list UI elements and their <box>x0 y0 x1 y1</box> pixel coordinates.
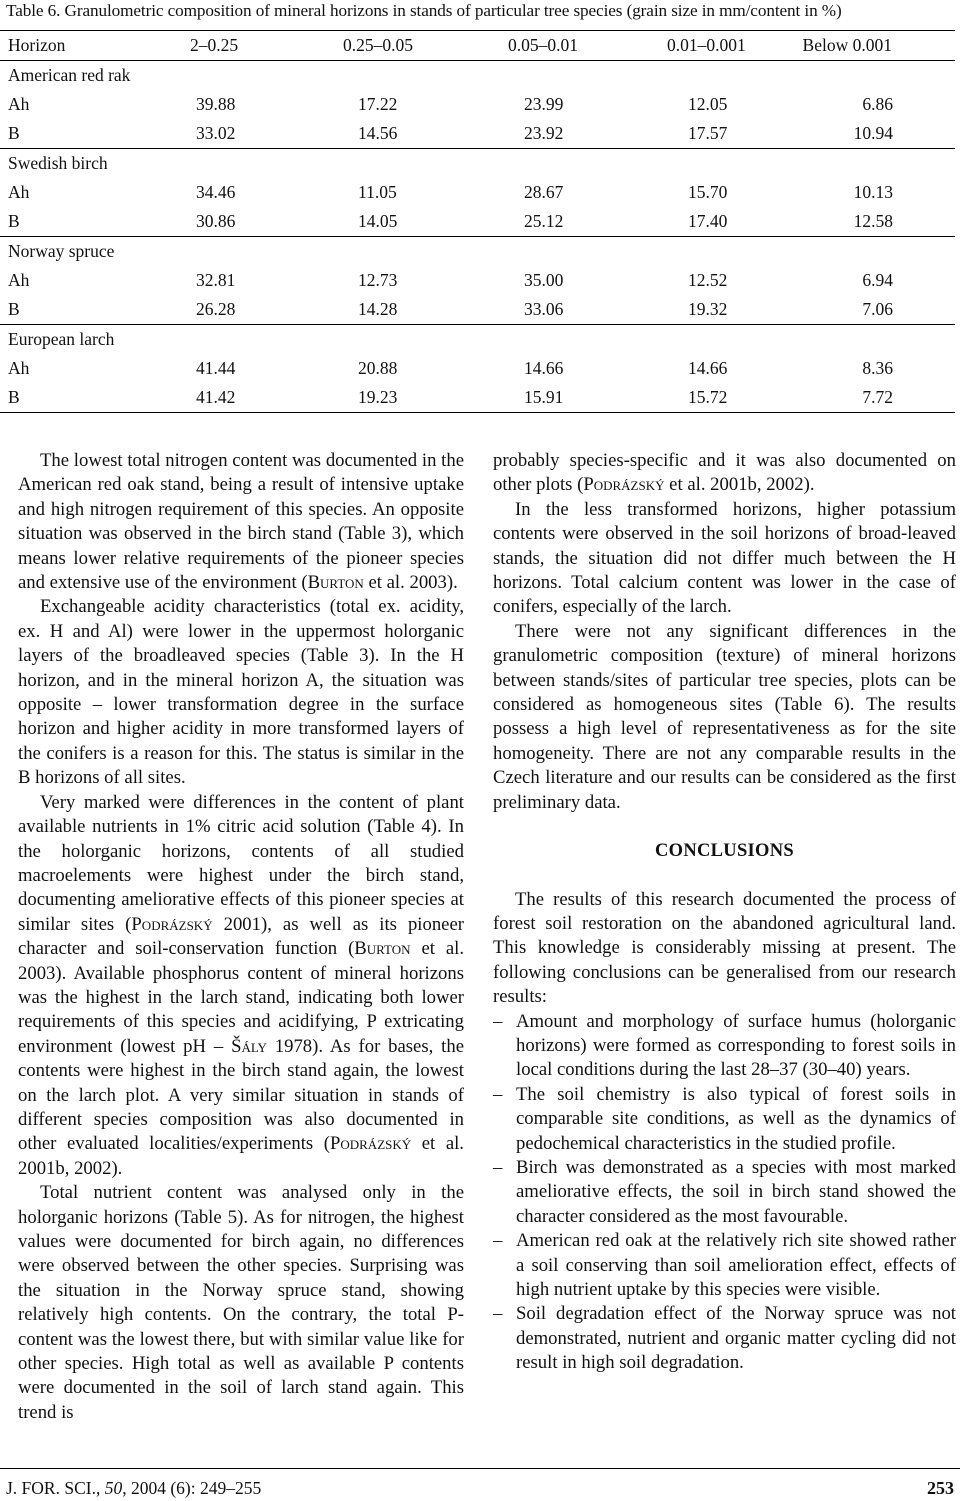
value-cell: 7.72 <box>862 387 893 407</box>
conclusions-list <box>493 1010 956 1376</box>
value-cell: 11.05 <box>358 182 397 202</box>
value-cell: 35.00 <box>524 270 564 290</box>
value-cell: 12.52 <box>688 270 728 290</box>
horizon-cell: Ah <box>8 94 30 114</box>
species-row <box>0 61 955 90</box>
horizon-cell: Ah <box>8 270 30 290</box>
value-cell: 7.06 <box>862 299 893 319</box>
horizon-cell: B <box>8 123 20 143</box>
value-cell: 34.46 <box>196 182 236 202</box>
value-cell: 12.05 <box>688 94 728 114</box>
left-paragraph-3: Very marked were differences in the content of plant available nutrients in 1% citric acid solution (Table 4). In the holorganic horizons, contents of all studied macroelements were highest under the birch stand, documenting ameliorative effects of this pioneer species at similar sites (Podrázský 2001), as well as its pioneer character and soil-conservation function (Burton et al. 2003). Available phosphorus content of mineral horizons was the highest in the larch stand, indicating both lower requirements of this species and acidifying, P extricating environment (lowest pH – Šály 1978). As for bases, the contents were highest in the birch stand again, the lowest on the larch plot. A very similar situation in stands of different species composition was also documented in other evaluated localities/experiments (Podrázský et al. 2001b, 2002). <box>18 791 464 1179</box>
value-cell: 17.22 <box>358 94 398 114</box>
left-paragraph-1: The lowest total nitrogen content was documented in the American red oak stand, being a result of intensive uptake and high nitrogen requirement of this species. An opposite situation was observed in the birch stand (Table 3), which means lower relative requirements of the pioneer species and extensive use of the environment (Burton et al. 2003). <box>18 450 464 594</box>
header-horizon: Horizon <box>8 35 66 55</box>
species-label: American red rak <box>8 65 131 85</box>
header-col-5: Below 0.001 <box>802 35 892 55</box>
table-row <box>0 266 955 295</box>
footer-rule <box>0 1468 960 1469</box>
value-cell: 23.99 <box>524 94 564 114</box>
value-cell: 33.06 <box>524 299 564 319</box>
right-column <box>493 449 956 1376</box>
left-paragraph-2: Exchangeable acidity characteristics (total ex. acidity, ex. H and Al) were lower in the uppermost holorganic layers of the broadleaved species (Table 3). In the H horizon, and in the mineral horizon A, the situation was opposite – lower transformation degree in the surface horizon and higher acidity in more transformed layers of the conifers is a reason for this. The status is similar in the B horizons of all sites. <box>18 596 464 789</box>
value-cell: 10.13 <box>853 182 893 202</box>
value-cell: 14.66 <box>688 358 728 378</box>
page-number: 253 <box>927 1478 954 1498</box>
value-cell: 41.44 <box>196 358 236 378</box>
table-row <box>0 207 955 236</box>
species-row <box>0 148 955 178</box>
value-cell: 39.88 <box>196 94 236 114</box>
value-cell: 20.88 <box>358 358 398 378</box>
value-cell: 32.81 <box>196 270 236 290</box>
value-cell: 41.42 <box>196 387 236 407</box>
species-label: European larch <box>8 329 115 349</box>
value-cell: 19.32 <box>688 299 728 319</box>
value-cell: 23.92 <box>524 123 564 143</box>
left-paragraph-4: Total nutrient content was analysed only in the holorganic horizons (Table 5). As for nitrogen, the highest values were documented for birch again, no differences were observed between the other species. Surprising was the situation in the Norway spruce stand, showing relatively high contents. On the contrary, the total P-content was the lowest there, but with similar value like for other species. High total as well as available P contents were documented in the soil of larch stand again. This trend is <box>18 1182 464 1423</box>
table-caption: Table 6. Granulometric composition of mineral horizons in stands of particular tree species (grain size in mm/content in %) <box>6 1 842 20</box>
conclusions-heading: CONCLUSIONS <box>655 841 794 862</box>
conclusion-item: – Birch was demonstrated as a species with most marked ameliorative effects, the soil in birch stand showed the character considered as the most favourable. <box>493 1156 956 1227</box>
header-col-2: 0.25–0.05 <box>343 35 413 55</box>
table-body <box>0 61 955 412</box>
conclusion-item: – The soil chemistry is also typical of forest soils in comparable site conditions, as well as the dynamics of pedochemical characteristics in the studied profile. <box>493 1083 956 1154</box>
table-row <box>0 90 955 119</box>
horizon-cell: Ah <box>8 182 30 202</box>
horizon-cell: Ah <box>8 358 30 378</box>
value-cell: 10.94 <box>853 123 893 143</box>
conclusion-item: – Amount and morphology of surface humus (holorganic horizons) were formed as corresponding to forest soils in local conditions during the last 28–37 (30–40) years. <box>493 1010 956 1081</box>
table-row <box>0 354 955 383</box>
table-header-row <box>0 31 955 60</box>
table-row <box>0 383 955 412</box>
journal-citation: J. FOR. SCI., 50, 2004 (6): 249–255 <box>6 1478 262 1498</box>
conclusion-item: – Soil degradation effect of the Norway spruce was not demonstrated, nutrient and organic matter cycling did not result in high soil degradation. <box>493 1303 956 1374</box>
value-cell: 33.02 <box>196 123 236 143</box>
value-cell: 26.28 <box>196 299 236 319</box>
header-col-1: 2–0.25 <box>190 35 239 55</box>
horizon-cell: B <box>8 211 20 231</box>
species-row <box>0 324 955 354</box>
table-row <box>0 178 955 207</box>
right-paragraph-4: The results of this research documented the process of forest soil restoration on the abandoned agricultural land. This knowledge is considerably missing at present. The following conclusions can be generalised from our research results: <box>493 888 956 1008</box>
left-column <box>18 449 464 1425</box>
value-cell: 12.73 <box>358 270 398 290</box>
value-cell: 25.12 <box>524 211 564 231</box>
table-row <box>0 119 955 148</box>
value-cell: 14.05 <box>358 211 398 231</box>
value-cell: 15.72 <box>688 387 728 407</box>
value-cell: 6.94 <box>862 270 893 290</box>
conclusion-item: – American red oak at the relatively rich site showed rather a soil conserving than soil amelioration effect, effects of high nutrient uptake by this species were visible. <box>493 1230 956 1300</box>
value-cell: 14.28 <box>358 299 398 319</box>
granulometric-table <box>0 30 955 413</box>
value-cell: 14.56 <box>358 123 398 143</box>
right-paragraph-1: probably species-specific and it was also documented on other plots (Podrázský et al. 2001b, 2002). <box>493 450 956 496</box>
value-cell: 19.23 <box>358 387 398 407</box>
value-cell: 28.67 <box>524 182 564 202</box>
value-cell: 17.40 <box>688 211 728 231</box>
header-col-4: 0.01–0.001 <box>667 35 746 55</box>
species-label: Swedish birch <box>8 153 108 173</box>
table-bottom-rule <box>0 412 955 413</box>
right-paragraph-2: In the less transformed horizons, higher potassium contents were observed in the soil horizons of broad-leaved stands, the situation did not differ much between the H horizons. Total calcium content was lower in the case of conifers, especially of the larch. <box>493 498 956 618</box>
horizon-cell: B <box>8 387 20 407</box>
value-cell: 6.86 <box>862 94 893 114</box>
value-cell: 30.86 <box>196 211 236 231</box>
value-cell: 14.66 <box>524 358 564 378</box>
right-paragraph-3: There were not any significant differences in the granulometric composition (texture) of mineral horizons between stands/sites of particular tree species, plots can be considered as homogeneous sites (Table 6). The results possess a high level of representativeness as for the site homogeneity. There are not any comparable results in the Czech literature and our results can be considered as the first preliminary data. <box>493 620 956 813</box>
header-col-3: 0.05–0.01 <box>508 35 578 55</box>
species-label: Norway spruce <box>8 241 115 261</box>
value-cell: 8.36 <box>862 358 893 378</box>
value-cell: 15.91 <box>524 387 564 407</box>
value-cell: 12.58 <box>853 211 893 231</box>
value-cell: 17.57 <box>688 123 728 143</box>
species-row <box>0 236 955 266</box>
horizon-cell: B <box>8 299 20 319</box>
table-row <box>0 295 955 324</box>
value-cell: 15.70 <box>688 182 728 202</box>
